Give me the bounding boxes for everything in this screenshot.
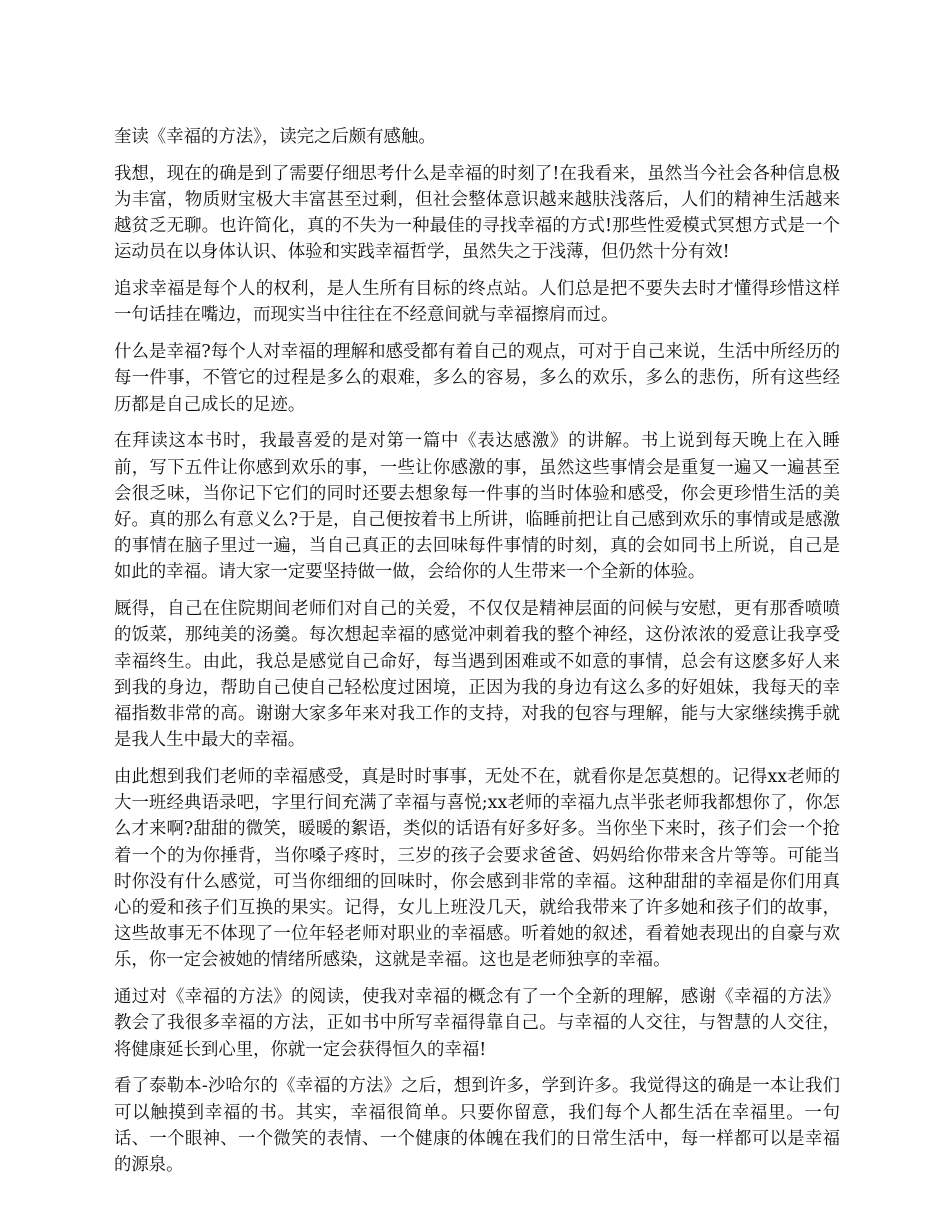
paragraph-hospital: 厩得，自己在住院期间老师们对自己的关爱，不仅仅是精神层面的问候与安慰，更有那香喷喷的饭菜，那纯美的汤羹。每次想起幸福的感觉冲刺着我的整个神经，这份浓浓的爱意让我享受幸福终生。由此，我总是感觉自己命好，每当遇到困难或不如意的事情，总会有这麽多好人来到我的身边，帮助自己使自己轻松度过困境，正因为我的身边有这么多的好姐妹，我每天的幸福指数非常的高。谢谢大家多年来对我工作的支持，对我的包容与理解，能与大家继续携手就是我人生中最大的幸福。 [114,599,840,751]
document-body [114,124,840,1189]
paragraph-thoughts: 我想，现在的确是到了需要仔细思考什么是幸福的时刻了!在我看来，虽然当今社会各种信息极为丰富，物质财宝极大丰富甚至过剩，但社会整体意识越来越肤浅落后，人们的精神生活越来越贫乏无聊。也许简化，真的不失为一种最佳的寻找幸福的方式!那些性爱模式冥想方式是一个运动员在以身体认识、体验和实践幸福哲学，虽然失之于浅薄，但仍然十分有效! [114,163,840,263]
paragraph-conclusion: 看了泰勒本-沙哈尔的《幸福的方法》之后，想到许多，学到许多。我觉得这的确是一本让我们可以触摸到幸福的书。其实，幸福很简单。只要你留意，我们每个人都生活在幸福里。一句话、一个眼神、一个微笑的表情、一个健康的体魄在我们的日常生活中，每一样都可以是幸福的源泉。 [114,1076,840,1176]
paragraph-intro: 奎读《幸福的方法》，读完之后颇有感触。 [114,127,436,147]
paragraph-reading: 通过对《幸福的方法》的阅读，使我对幸福的概念有了一个全新的理解，感谢《幸福的方法》教会了我很多幸福的方法，正如书中所写幸福得靠自己。与幸福的人交往，与智慧的人交往，将健康延长到心里，你就一定会获得恒久的幸福! [114,987,840,1060]
paragraph-pursuit: 追求幸福是每个人的权利，是人生所有目标的终点站。人们总是把不要失去时才懂得珍惜这样一句话挂在嘴边，而现实当中往往在不经意间就与幸福擦肩而过。 [114,279,840,326]
paragraph-teachers: 由此想到我们老师的幸福感受，真是时时事事，无处不在，就看你是怎莫想的。记得xx老师的大一班经典语录吧，字里行间充满了幸福与喜悦;xx老师的幸福九点半张老师我都想你了，你怎么才来啊?甜甜的微笑，暖暖的絮语，类似的话语有好多好多。当你坐下来时，孩子们会一个抢着一个的为你捶背，当你嗓子疼时，三岁的孩子会要求爸爸、妈妈给你带来含片等等。可能当时你没有什么感觉，可当你细细的回味时，你会感到非常的幸福。这种甜甜的幸福是你们用真心的爱和孩子们互换的果实。记得，女儿上班没几天，就给我带来了许多她和孩子们的故事，这些故事无不体现了一位年轻老师对职业的幸福感。听着她的叙述，看着她表现出的自豪与欢乐，你一定会被她的情绪所感染，这就是幸福。这也是老师独享的幸福。 [114,767,840,971]
paragraph-what-is-happiness: 什么是幸福?每个人对幸福的理解和感受都有着自己的观点，可对于自己来说，生活中所经历的每一件事，不管它的过程是多么的艰难，多么的容易，多么的欢乐，多么的悲伤，所有这些经历都是自己成长的足迹。 [114,342,840,415]
paragraph-gratitude: 在拜读这本书时，我最喜爱的是对第一篇中《表达感激》的讲解。书上说到每天晚上在入睡前，写下五件让你感到欢乐的事，一些让你感激的事，虽然这些事情会是重复一遍又一遍甚至会很乏味，当你记下它们的同时还要去想象每一件事的当时体验和感受，你会更珍惜生活的美好。真的那么有意义么?于是，自己便按着书上所讲，临睡前把让自己感到欢乐的事情或是感激的事情在脑子里过一遍，当自己真正的去回味每件事情的时刻，真的会如同书上所说，自己是如此的幸福。请大家一定要坚持做一做，会给你的人生带来一个全新的体验。 [114,431,840,583]
